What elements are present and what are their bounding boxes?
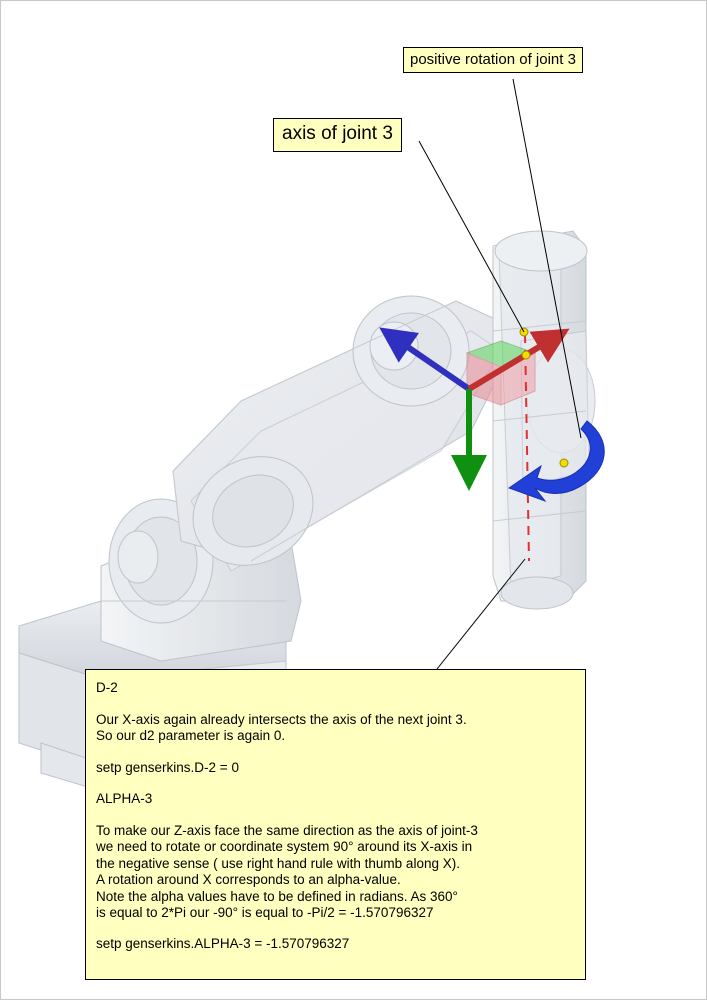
note-alpha3-line-2: we need to rotate or coordinate system 90° around its X-axis in: [96, 839, 473, 854]
note-alpha3-line-5: Note the alpha values have to be defined in radians. As 360°: [96, 888, 458, 904]
note-alpha3-line-3: the negative sense ( use right hand rule with thumb along X).: [96, 855, 460, 871]
note-heading-d2: D-2: [96, 680, 118, 695]
marker-point-lower: [522, 351, 530, 359]
note-heading-alpha3: ALPHA-3: [96, 791, 153, 806]
note-setp-d2: setp genserkins.D-2 = 0: [96, 759, 239, 775]
note-d2-line-2: So our d2 parameter is again 0.: [96, 728, 286, 743]
callout-main-note: [85, 669, 586, 980]
note-alpha3-line-6: is equal to 2*Pi our -90° is equal to -Pi/2 = -1.570796327: [96, 905, 434, 920]
leader-line-axis-joint3: [419, 141, 524, 332]
note-alpha3-line-1: To make our Z-axis face the same direction as the axis of joint-3: [96, 822, 478, 838]
positive-rotation-arrow: [509, 421, 604, 501]
callout-positive-rotation-label: positive rotation of joint 3: [410, 51, 576, 68]
note-alpha3-line-4: A rotation around X corresponds to an alpha-value.: [96, 872, 401, 887]
y-axis-arrow: [399, 341, 469, 389]
marker-point-rotation: [560, 459, 568, 467]
note-setp-alpha3: setp genserkins.ALPHA-3 = -1.570796327: [96, 935, 350, 951]
leader-line-main-note: [437, 559, 525, 669]
note-d2-line-1: Our X-axis again already intersects the axis of the next joint 3.: [96, 711, 467, 727]
callout-axis-of-joint3-label: axis of joint 3: [282, 123, 393, 144]
callout-positive-rotation: [403, 47, 583, 73]
callout-axis-of-joint3: [273, 118, 402, 152]
